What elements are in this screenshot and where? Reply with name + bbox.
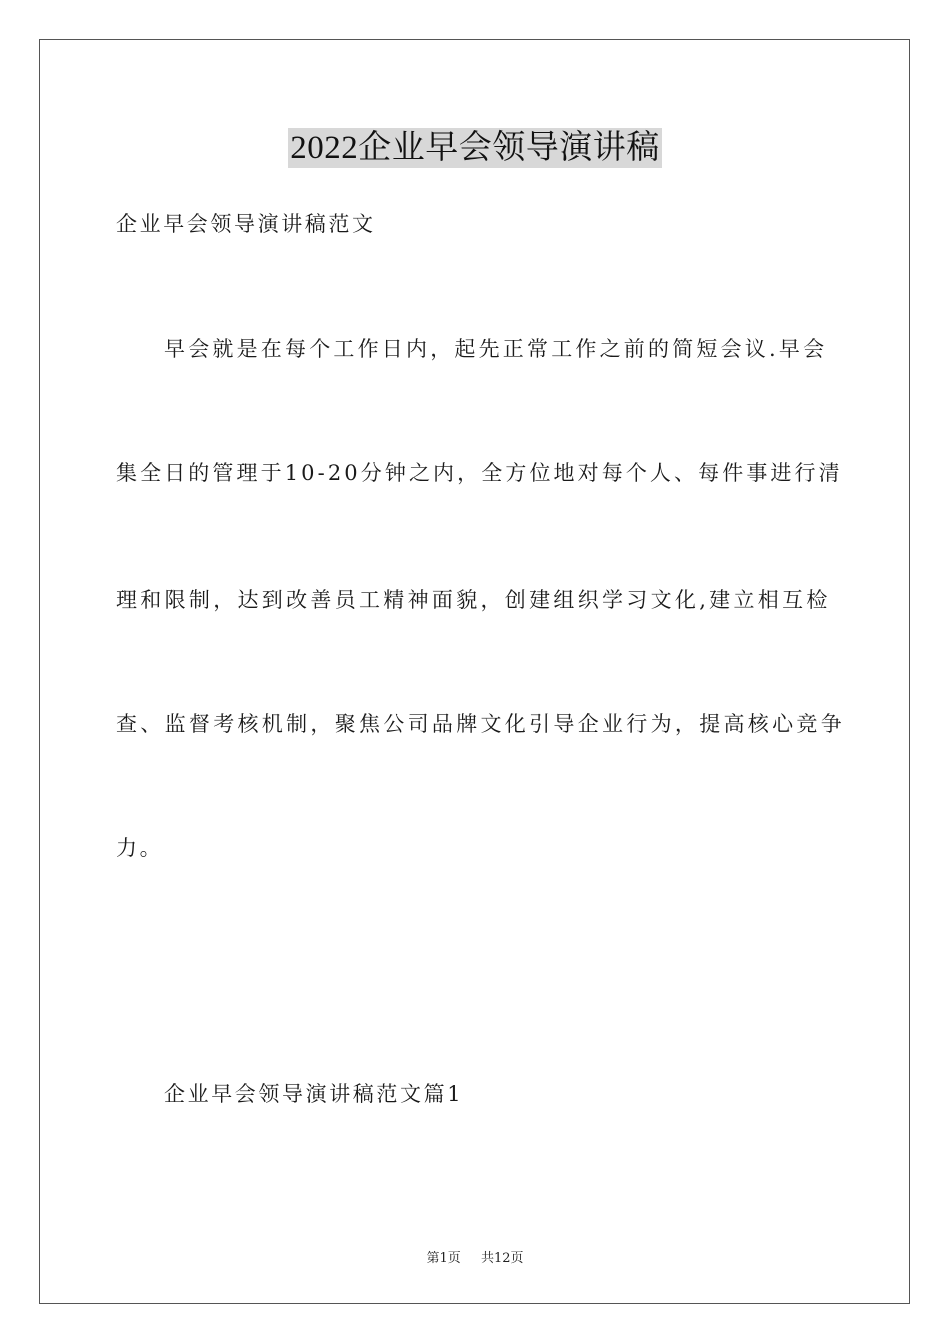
paragraph-line: 集全日的管理于10-20分钟之内，全方位地对每个人、每件事进行清 bbox=[116, 461, 843, 485]
paragraph-line: 查、监督考核机制，聚焦公司品牌文化引导企业行为，提高核心竞争 bbox=[116, 712, 845, 736]
title-container bbox=[0, 128, 950, 168]
page-number-current: 第1页 bbox=[426, 1251, 461, 1266]
paragraph-line: 力。 bbox=[116, 836, 164, 860]
section-heading: 企业早会领导演讲稿范文篇1 bbox=[164, 1082, 464, 1106]
document-title: 2022企业早会领导演讲稿 bbox=[290, 130, 660, 166]
document-subtitle: 企业早会领导演讲稿范文 bbox=[116, 212, 376, 236]
page-footer bbox=[0, 1247, 950, 1266]
paragraph-line: 早会就是在每个工作日内，起先正常工作之前的简短会议.早会 bbox=[164, 337, 828, 361]
page-number-total: 共12页 bbox=[480, 1251, 524, 1266]
paragraph-line: 理和限制，达到改善员工精神面貌，创建组织学习文化,建立相互检 bbox=[116, 588, 831, 612]
